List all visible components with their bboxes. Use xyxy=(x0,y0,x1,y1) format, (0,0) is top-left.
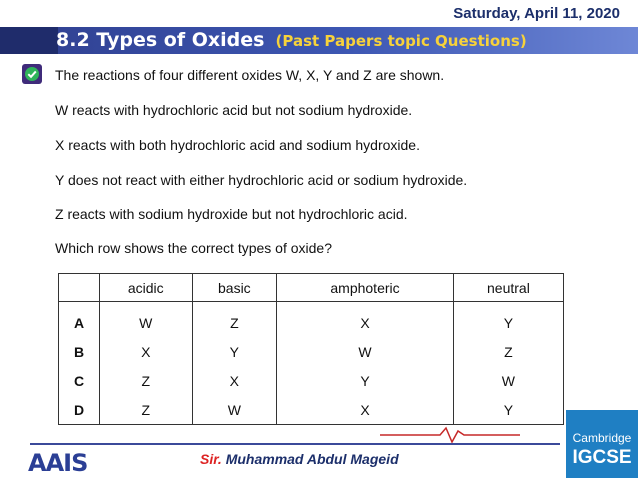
question-intro: The reactions of four different oxides W, X, Y and Z are shown. xyxy=(55,67,445,83)
table-cell: Z xyxy=(100,395,193,425)
badge-igcse: IGCSE xyxy=(572,447,632,468)
author-name: Muhammad Abdul Mageid xyxy=(225,451,399,467)
table-cell: W xyxy=(453,366,563,395)
table-cell: X xyxy=(192,366,277,395)
statement-y: Y does not react with either hydrochloric acid or sodium hydroxide. xyxy=(55,172,468,188)
header-basic: basic xyxy=(192,274,277,302)
table-cell: Z xyxy=(100,366,193,395)
table-row xyxy=(59,337,564,366)
title-subtitle: (Past Papers topic Questions) xyxy=(275,32,527,50)
author-prefix: Sir. xyxy=(200,451,222,467)
row-label: B xyxy=(59,337,100,366)
statement-z: Z reacts with sodium hydroxide but not hydrochloric acid. xyxy=(55,206,408,222)
statement-w: W reacts with hydrochloric acid but not sodium hydroxide. xyxy=(55,102,413,118)
table-cell: X xyxy=(277,395,454,425)
title-main: 8.2 Types of Oxides xyxy=(56,29,265,51)
row-label: C xyxy=(59,366,100,395)
table-cell: X xyxy=(100,337,193,366)
footer-divider xyxy=(30,443,560,445)
row-label: D xyxy=(59,395,100,425)
header-amphoteric: amphoteric xyxy=(277,274,454,302)
table-cell: Y xyxy=(453,302,563,338)
table-cell: Z xyxy=(192,302,277,338)
table-cell: Y xyxy=(453,395,563,425)
school-logo: AAIS xyxy=(28,449,88,477)
title-accent xyxy=(0,27,58,54)
header-neutral: neutral xyxy=(453,274,563,302)
table-cell: Y xyxy=(192,337,277,366)
table-cell: Y xyxy=(277,366,454,395)
heartbeat-icon xyxy=(380,425,530,445)
question-prompt: Which row shows the correct types of oxide? xyxy=(55,240,333,256)
table-cell: W xyxy=(277,337,454,366)
row-label: A xyxy=(59,302,100,338)
table-cell: Z xyxy=(453,337,563,366)
header-acidic: acidic xyxy=(100,274,193,302)
statement-x: X reacts with both hydrochloric acid and sodium hydroxide. xyxy=(55,137,420,153)
table-cell: W xyxy=(100,302,193,338)
table-row xyxy=(59,395,564,425)
table-row xyxy=(59,366,564,395)
badge-cambridge: Cambridge xyxy=(572,431,632,445)
date-label: Saturday, April 11, 2020 xyxy=(453,5,620,22)
check-icon xyxy=(22,64,42,84)
table-cell: X xyxy=(277,302,454,338)
answer-table xyxy=(58,273,564,425)
page-title xyxy=(56,27,527,54)
header-blank xyxy=(59,274,100,302)
table-header-row xyxy=(59,274,564,302)
table-row xyxy=(59,302,564,338)
cambridge-igcse-badge xyxy=(566,410,638,478)
table-cell: W xyxy=(192,395,277,425)
author-credit xyxy=(200,451,399,467)
